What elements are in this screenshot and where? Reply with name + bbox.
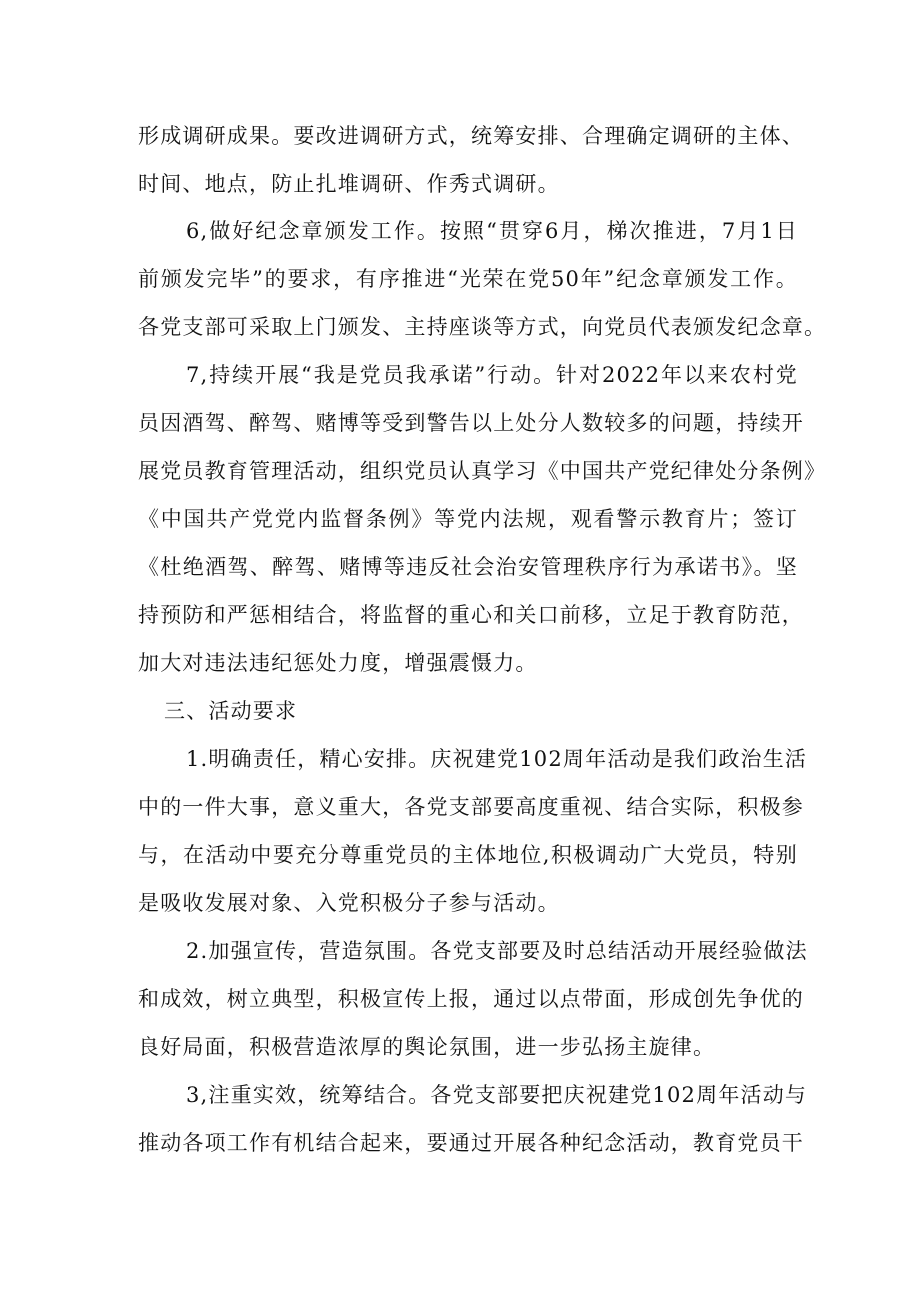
text-line-15: 中的一件大事，意义重大，各党支部要高度重视、结合实际，积极参 <box>138 795 804 819</box>
text-line-6: 7,持续开展“我是党员我承诺”行动。针对2022年以来农村党 <box>186 363 798 387</box>
text-line-11: 持预防和严惩相结合，将监督的重心和关口前移，立足于教育防范， <box>138 603 804 627</box>
text-line-10: 《杜绝酒驾、醉驾、赌博等违反社会治安管理秩序行为承诺书》。坚 <box>138 555 798 579</box>
text-line-16: 与，在活动中要充分尊重党员的主体地位,积极调动广大党员，特别 <box>138 843 798 867</box>
text-line-1: 形成调研成果。要改进调研方式，统筹安排、合理确定调研的主体、 <box>138 124 804 148</box>
text-line-20: 良好局面，积极营造浓厚的舆论氛围，进一步弘扬主旋律。 <box>138 1035 716 1059</box>
text-line-4: 前颁发完毕”的要求，有序推进“光荣在党50年”纪念章颁发工作。 <box>138 267 798 291</box>
text-line-18: 2.加强宣传，营造氛围。各党支部要及时总结活动开展经验做法 <box>186 939 808 963</box>
text-line-2: 时间、地点，防止扎堆调研、作秀式调研。 <box>138 172 560 196</box>
text-line-9: 《中国共产党党内监督条例》等党内法规，观看警示教育片；签订 <box>138 507 798 531</box>
text-line-21: 3,注重实效，统筹结合。各党支部要把庆祝建党102周年活动与 <box>186 1083 808 1107</box>
text-line-12: 加大对违法违纪惩处力度，增强震慑力。 <box>138 651 538 675</box>
text-line-5: 各党支部可采取上门颁发、主持座谈等方式，向党员代表颁发纪念章。 <box>138 315 827 339</box>
text-line-19: 和成效，树立典型，积极宣传上报，通过以点带面，形成创先争优的 <box>138 987 804 1011</box>
text-line-8: 展党员教育管理活动，组织党员认真学习《中国共产党纪律处分条例》 <box>138 459 827 483</box>
text-line-14: 1.明确责任，精心安排。庆祝建党102周年活动是我们政治生活 <box>186 747 808 771</box>
text-line-17: 是吸收发展对象、入党积极分子参与活动。 <box>138 891 560 915</box>
section-heading: 三、活动要求 <box>164 699 298 723</box>
text-line-3: 6,做好纪念章颁发工作。按照“贯穿6月，梯次推进，7月1日 <box>186 219 798 243</box>
text-line-7: 员因酒驾、醉驾、赌博等受到警告以上处分人数较多的问题，持续开 <box>138 411 804 435</box>
text-line-22: 推动各项工作有机结合起来，要通过开展各种纪念活动，教育党员干 <box>138 1131 804 1155</box>
